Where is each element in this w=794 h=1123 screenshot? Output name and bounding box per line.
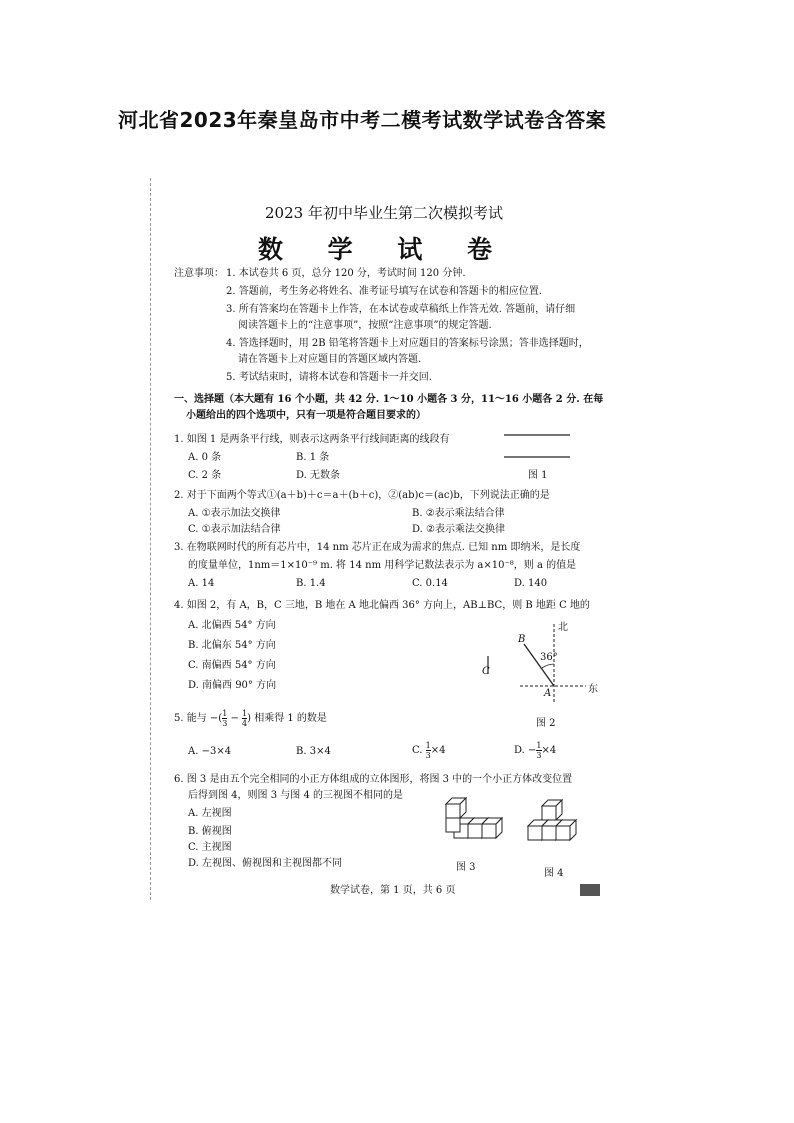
q6-stem-cont: 后得到图 4，则图 3 与图 4 的三视图不相同的是: [188, 790, 403, 801]
exam-title: 2023 年初中毕业生第二次模拟考试: [265, 204, 503, 222]
q1-option-a: A. 0 条: [188, 452, 222, 463]
note-item: 2. 答题前，考生务必将姓名、准考证号填写在试卷和答题卡的相应位置.: [226, 286, 542, 297]
q2-option-d: D. ②表示乘法交换律: [412, 524, 505, 535]
q5-stem-pre: 5. 能与 −(: [174, 713, 223, 724]
q5-option-d-post: ×4: [541, 745, 557, 756]
angle-label: 36°: [540, 652, 558, 663]
denominator: 4: [242, 719, 248, 728]
north-label: 北: [558, 622, 568, 633]
note-item: 1. 本试卷共 6 页，总分 120 分，考试时间 120 分钟.: [226, 268, 466, 279]
point-a-label: A: [544, 688, 552, 699]
q5-option-c-pre: C.: [412, 745, 426, 756]
binding-edge: [150, 178, 154, 900]
numerator: 1: [536, 741, 542, 750]
q4-stem: 4. 如图 2，有 A，B，C 三地，B 地在 A 地北偏西 36° 方向上，AB⊥BC，则 B 地距 C 地的: [174, 600, 590, 611]
q6-option-c: C. 主视图: [188, 842, 232, 853]
figure-2-caption: 图 2: [536, 718, 556, 729]
q2-option-c: C. ①表示加法结合律: [188, 524, 281, 535]
note-item: 5. 考试结束时，请将本试卷和答题卡一并交回.: [226, 372, 432, 383]
denominator: 3: [222, 719, 228, 728]
point-c-label: C: [482, 666, 490, 677]
section-heading: 一、选择题（本大题有 16 个小题，共 42 分. 1～10 小题各 3 分，11～16 小题各 2 分. 在每: [174, 394, 604, 405]
figure-2-compass-diagram: [480, 618, 600, 710]
q2-option-a: A. ①表示加法交换律: [188, 508, 281, 519]
document-title: 河北省2023年秦皇岛市中考二模考试数学试卷含答案: [118, 108, 607, 132]
scan-artifact: [580, 884, 600, 896]
q4-option-d: D. 南偏西 90° 方向: [188, 680, 277, 691]
figure-1-parallel-lines: [502, 430, 574, 460]
q1-stem: 1. 如图 1 是两条平行线，则表示这两条平行线间距离的线段有: [174, 434, 450, 445]
q5-option-a: A. −3×4: [188, 746, 232, 757]
q3-stem-cont: 的度量单位，1nm＝1×10⁻⁹ m. 将 14 nm 用科学记数法表示为 a×10⁻⁸，则 a 的值是: [188, 560, 577, 571]
q1-option-c: C. 2 条: [188, 470, 222, 481]
q3-stem: 3. 在物联网时代的所有芯片中，14 nm 芯片正在成为需求的焦点. 已知 nm 即纳米，是长度: [174, 542, 581, 553]
figure-4-caption: 图 4: [544, 868, 564, 879]
denominator: 3: [536, 751, 542, 760]
q3-option-c: C. 0.14: [412, 578, 448, 589]
q1-option-d: D. 无数条: [296, 470, 341, 481]
q2-stem: 2. 对于下面两个等式①(a＋b)＋c＝a＋(b＋c)，②(ab)c＝(ac)b，下列说法正确的是: [174, 490, 550, 501]
numerator: 1: [222, 709, 228, 718]
q3-option-b: B. 1.4: [296, 578, 326, 589]
numerator: 1: [242, 709, 248, 718]
q5-stem: [174, 708, 327, 730]
q6-option-a: A. 左视图: [188, 808, 232, 819]
q5-minus: −: [227, 713, 243, 724]
scanned-exam-page: [150, 178, 618, 900]
figure-4-cubes: [520, 796, 594, 856]
q6-option-b: B. 俯视图: [188, 826, 232, 837]
q3-option-d: D. 140: [514, 578, 548, 589]
q6-option-d: D. 左视图、俯视图和主视图都不同: [188, 858, 343, 869]
note-item: 4. 答选择题时，用 2B 铅笔将答题卡上对应题目的答案标号涂黑；答非选择题时，: [226, 338, 589, 349]
q3-option-a: A. 14: [188, 578, 215, 589]
q4-option-a: A. 北偏西 54° 方向: [188, 620, 276, 631]
figure-3-caption: 图 3: [456, 862, 476, 873]
figure-3-cubes: [440, 796, 514, 856]
q5-option-d: [514, 740, 556, 762]
q5-option-d-pre: D. −: [514, 745, 537, 756]
section-heading-cont: 小题给出的四个选项中，只有一项是符合题目要求的）: [186, 410, 426, 421]
exam-subtitle: 数 学 试 卷: [257, 235, 511, 264]
east-label: 东: [588, 684, 598, 695]
note-item: 3. 所有答案均在答题卡上作答，在本试卷或草稿纸上作答无效. 答题前，请仔细: [226, 304, 576, 315]
q2-option-b: B. ②表示乘法结合律: [412, 508, 505, 519]
point-b-label: B: [518, 634, 526, 645]
numerator: 1: [425, 741, 431, 750]
page-footer: 数学试卷，第 1 页，共 6 页: [330, 885, 456, 896]
notes-label: 注意事项：: [174, 268, 224, 279]
denominator: 3: [425, 751, 431, 760]
note-item: 请在答题卡上对应题目的答题区域内答题.: [238, 354, 422, 365]
q5-option-c-post: ×4: [430, 745, 446, 756]
q5-stem-post: ) 相乘得 1 的数是: [247, 713, 327, 724]
q5-option-c: [412, 740, 446, 762]
q4-option-c: C. 南偏西 54° 方向: [188, 660, 276, 671]
figure-1-caption: 图 1: [528, 470, 548, 481]
note-item: 阅读答题卡上的“注意事项”，按照“注意事项”的规定答题.: [238, 320, 492, 331]
q1-option-b: B. 1 条: [296, 452, 330, 463]
q5-option-b: B. 3×4: [296, 746, 331, 757]
q4-option-b: B. 北偏东 54° 方向: [188, 640, 276, 651]
q6-stem: 6. 图 3 是由五个完全相同的小正方体组成的立体图形，将图 3 中的一个小正方体改变位置: [174, 774, 573, 785]
